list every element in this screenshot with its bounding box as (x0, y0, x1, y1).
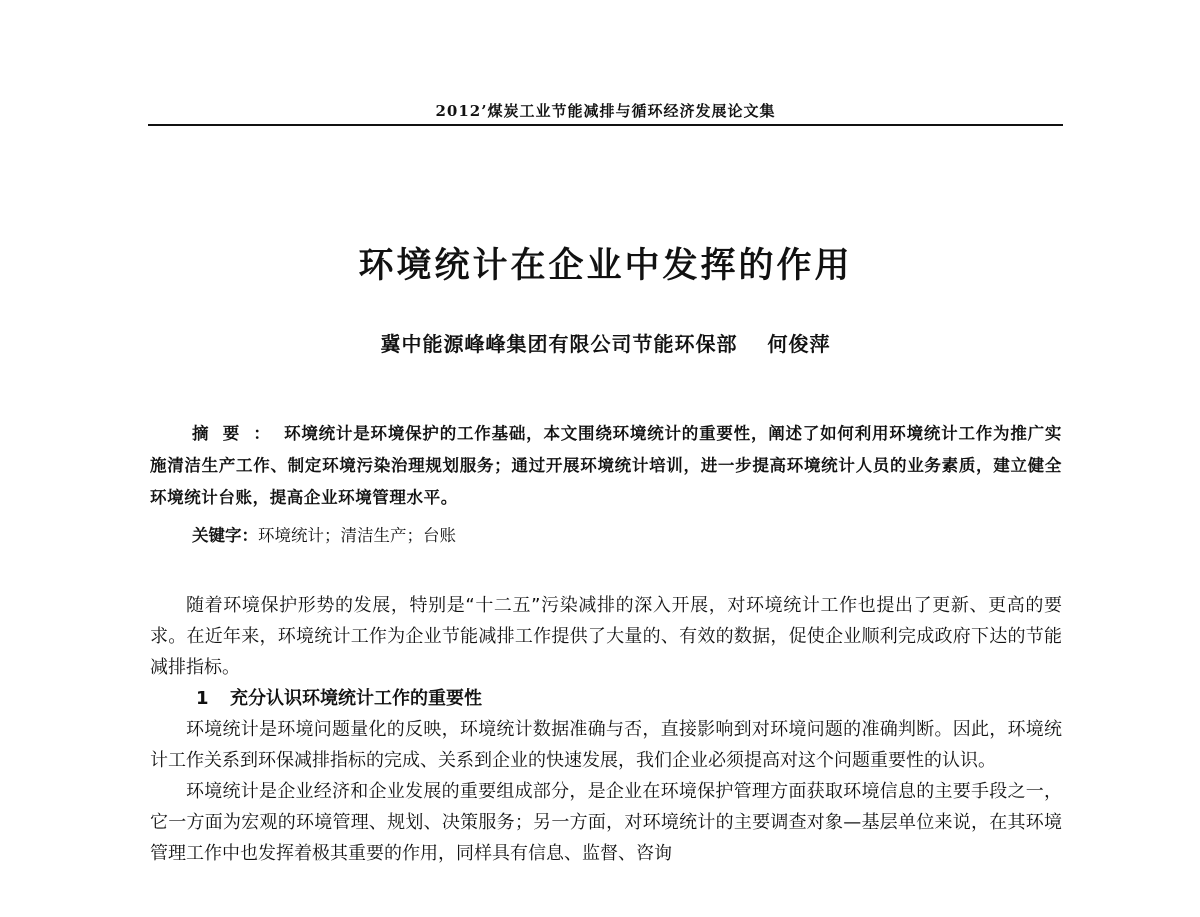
author-line (148, 328, 1063, 357)
section-title: 充分认识环境统计工作的重要性 (230, 688, 482, 709)
body-paragraph: 环境统计是环境问题量化的反映，环境统计数据准确与否，直接影响到对环境问题的准确判断。因此，环境统计工作关系到环保减排指标的完成、关系到企业的快速发展，我们企业必须提高对这个问题重要性的认识。 (150, 719, 1062, 771)
intro-paragraph: 随着环境保护形势的发展，特别是“十二五”污染减排的深入开展，对环境统计工作也提出了更新、更高的要求。在近年来，环境统计工作为企业节能减排工作提供了大量的、有效的数据，促使企业顺利完成政府下达的节能减排指标。 (150, 595, 1062, 678)
abstract-text: 环境统计是环境保护的工作基础，本文围绕环境统计的重要性，阐述了如何利用环境统计工作为推广实施清洁生产工作、制定环境污染治理规划服务；通过开展环境统计培训，进一步提高环境统计人员的业务素质，建立健全环境统计台账，提高企业环境管理水平。 (150, 424, 1063, 507)
section-heading (150, 683, 1062, 714)
header-rule (148, 124, 1063, 126)
keywords-label: 关键字： (192, 526, 258, 545)
author-name: 何俊萍 (767, 332, 831, 356)
keywords (192, 520, 456, 552)
running-header: 2012’煤炭工业节能减排与循环经济发展论文集 (435, 102, 776, 120)
keywords-text: 环境统计；清洁生产；台账 (258, 526, 456, 545)
section-number: 1 (196, 688, 209, 709)
abstract-label: 摘要： (192, 424, 285, 443)
body-paragraph: 环境统计是企业经济和企业发展的重要组成部分，是企业在环境保护管理方面获取环境信息的主要手段之一，它一方面为宏观的环境管理、规划、决策服务；另一方面，对环境统计的主要调查对象—基层单位来说，在其环境管理工作中也发挥着极其重要的作用，同样具有信息、监督、咨询 (150, 781, 1062, 864)
abstract (150, 418, 1062, 514)
body-text (150, 590, 1062, 869)
author-affiliation: 冀中能源峰峰集团有限公司节能环保部 (380, 332, 738, 356)
paper-title: 环境统计在企业中发挥的作用 (358, 246, 853, 286)
